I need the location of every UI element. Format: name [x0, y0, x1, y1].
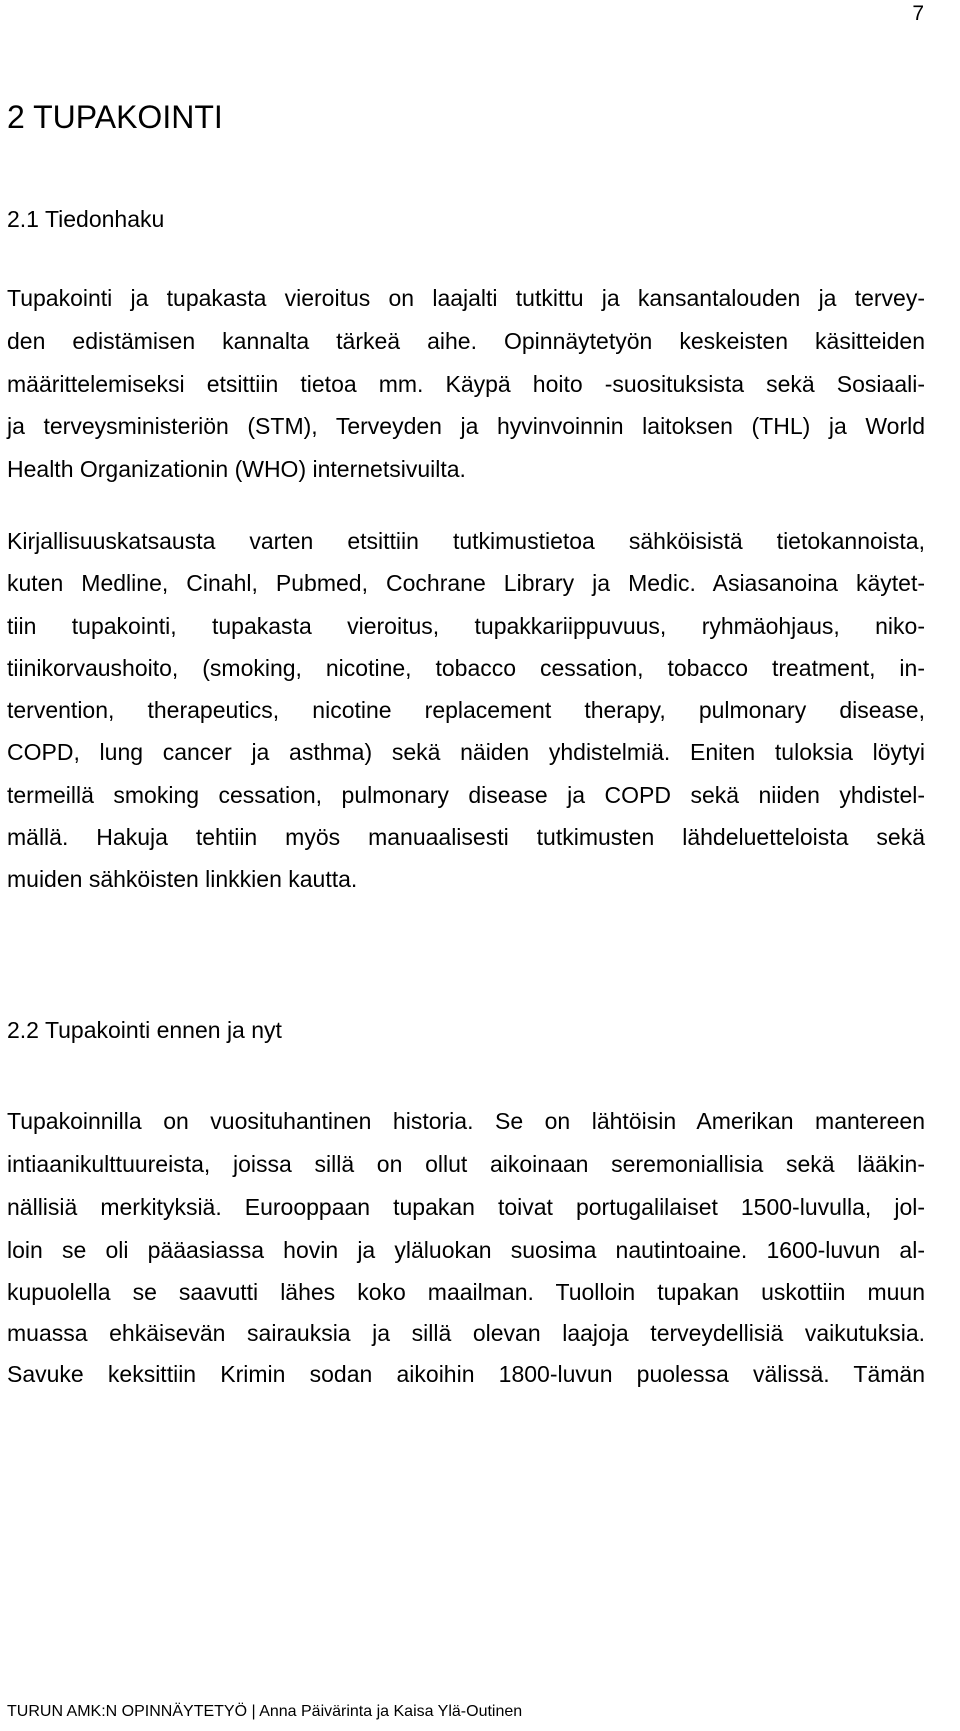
text-line: den edistämisen kannalta tärkeä aihe. Opinnäytetyön keskeisten käsitteiden: [7, 328, 925, 354]
text-line: muiden sähköisten linkkien kautta.: [7, 866, 358, 892]
text-line: määrittelemiseksi etsittiin tietoa mm. Käypä hoito -suosituksista sekä Sosiaali-: [7, 371, 925, 397]
section-heading: 2.2 Tupakointi ennen ja nyt: [7, 1017, 282, 1043]
text-line: nällisiä merkityksiä. Eurooppaan tupakan toivat portugalilaiset 1500-luvulla, jol-: [7, 1194, 925, 1220]
text-line: tiinikorvaushoito, (smoking, nicotine, tobacco cessation, tobacco treatment, in-: [7, 655, 925, 681]
text-line: Kirjallisuuskatsausta varten etsittiin tutkimustietoa sähköisistä tietokannoista,: [7, 528, 925, 554]
text-line: COPD, lung cancer ja asthma) sekä näiden yhdistelmiä. Eniten tuloksia löytyi: [7, 739, 925, 765]
text-line: loin se oli pääasiassa hovin ja yläluokan suosima nautintoaine. 1600-luvun al-: [7, 1237, 925, 1263]
text-line: Tupakoinnilla on vuosituhantinen historia. Se on lähtöisin Amerikan mantereen: [7, 1108, 925, 1134]
footer: TURUN AMK:N OPINNÄYTETYÖ | Anna Päivärinta ja Kaisa Ylä-Outinen: [7, 1703, 523, 1720]
text-line: muassa ehkäisevän sairauksia ja sillä olevan laajoja terveydellisiä vaikutuksia.: [7, 1320, 925, 1346]
text-line: kupuolella se saavutti lähes koko maailman. Tuolloin tupakan uskottiin muun: [7, 1279, 925, 1305]
text-line: mällä. Hakuja tehtiin myös manuaalisesti tutkimusten lähdeluetteloista sekä: [7, 824, 925, 850]
text-line: Health Organizationin (WHO) internetsivuilta.: [7, 456, 466, 482]
text-line: kuten Medline, Cinahl, Pubmed, Cochrane Library ja Medic. Asiasanoina käytet-: [7, 570, 925, 596]
page-number: 7: [912, 2, 924, 25]
text-line: ja terveysministeriön (STM), Terveyden ja hyvinvoinnin laitoksen (THL) ja World: [7, 413, 925, 439]
chapter-title: 2 TUPAKOINTI: [7, 99, 223, 135]
text-line: Tupakointi ja tupakasta vieroitus on laajalti tutkittu ja kansantalouden ja tervey-: [7, 285, 925, 311]
text-line: Savuke keksittiin Krimin sodan aikoihin 1800-luvun puolessa välissä. Tämän: [7, 1361, 925, 1387]
text-line: tiin tupakointi, tupakasta vieroitus, tupakkariippuvuus, ryhmäohjaus, niko-: [7, 613, 925, 639]
text-line: tervention, therapeutics, nicotine replacement therapy, pulmonary disease,: [7, 697, 925, 723]
section-heading: 2.1 Tiedonhaku: [7, 206, 165, 232]
text-line: intiaanikulttuureista, joissa sillä on ollut aikoinaan seremoniallisia sekä lääkin-: [7, 1151, 925, 1177]
text-line: termeillä smoking cessation, pulmonary disease ja COPD sekä niiden yhdistel-: [7, 782, 925, 808]
